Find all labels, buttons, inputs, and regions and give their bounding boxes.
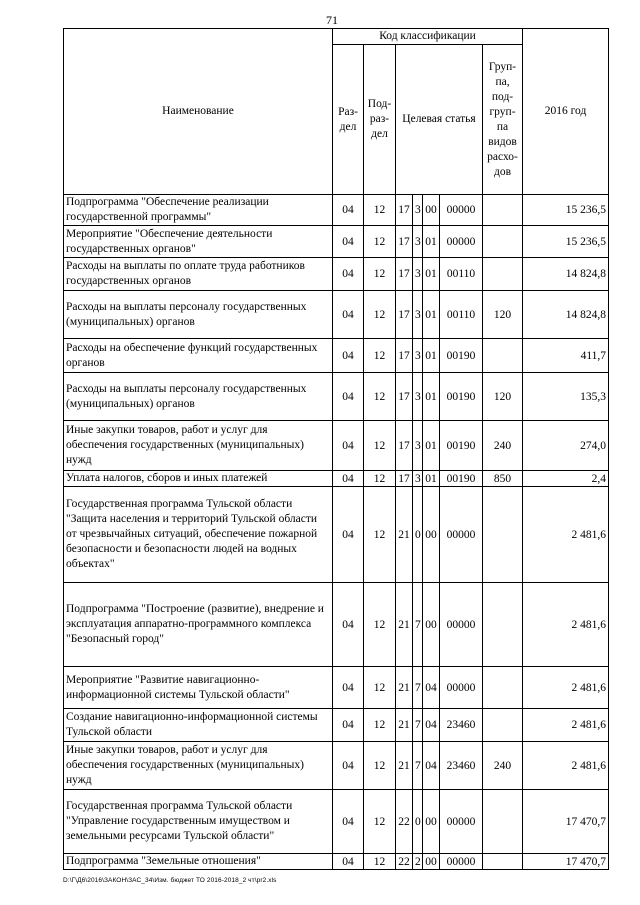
row-target-program: 21 (396, 742, 413, 790)
row-name: Расходы на обеспечение функций государственных органов (64, 339, 333, 373)
table-row (64, 291, 609, 339)
row-name: Иные закупки товаров, работ и услуг для обеспечения государственных (муниципальных) нужд (64, 742, 333, 790)
row-target-subprogram: 7 (413, 583, 423, 667)
row-target-event: 01 (423, 421, 440, 471)
row-subsection: 12 (364, 854, 396, 870)
row-target-direction: 00190 (440, 373, 483, 421)
header-target-article: Целевая статья (396, 45, 483, 195)
row-target-subprogram: 3 (413, 258, 423, 291)
row-target-program: 21 (396, 583, 413, 667)
row-expense-group: 850 (483, 471, 523, 487)
header-name: Наименование (64, 29, 333, 195)
row-amount: 14 824,8 (523, 291, 609, 339)
row-amount: 2 481,6 (523, 667, 609, 709)
row-section: 04 (333, 339, 364, 373)
row-target-direction: 00000 (440, 790, 483, 854)
table-row (64, 195, 609, 226)
row-target-event: 01 (423, 339, 440, 373)
row-subsection: 12 (364, 790, 396, 854)
row-expense-group (483, 339, 523, 373)
table-row (64, 709, 609, 742)
table-body (64, 195, 609, 870)
row-target-event: 00 (423, 854, 440, 870)
row-section: 04 (333, 487, 364, 583)
row-name: Расходы на выплаты персоналу государственных (муниципальных) органов (64, 291, 333, 339)
header-subsection: Под- раз- дел (364, 45, 396, 195)
row-target-direction: 00190 (440, 421, 483, 471)
row-target-event: 01 (423, 373, 440, 421)
row-expense-group: 240 (483, 742, 523, 790)
row-expense-group (483, 667, 523, 709)
row-subsection: 12 (364, 667, 396, 709)
row-subsection: 12 (364, 373, 396, 421)
row-target-subprogram: 3 (413, 421, 423, 471)
row-target-event: 00 (423, 195, 440, 226)
row-target-program: 17 (396, 421, 413, 471)
row-target-event: 01 (423, 258, 440, 291)
row-target-direction: 00000 (440, 667, 483, 709)
row-subsection: 12 (364, 258, 396, 291)
table-row (64, 373, 609, 421)
row-target-subprogram: 7 (413, 742, 423, 790)
budget-classification-table (63, 28, 609, 870)
row-target-direction: 00190 (440, 471, 483, 487)
row-amount: 2,4 (523, 471, 609, 487)
table-row (64, 667, 609, 709)
row-target-direction: 00000 (440, 583, 483, 667)
row-section: 04 (333, 854, 364, 870)
table-row (64, 742, 609, 790)
row-name: Мероприятие "Развитие навигационно-информационной системы Тульской области" (64, 667, 333, 709)
row-subsection: 12 (364, 421, 396, 471)
row-target-subprogram: 7 (413, 709, 423, 742)
row-section: 04 (333, 195, 364, 226)
row-amount: 15 236,5 (523, 195, 609, 226)
row-target-program: 17 (396, 226, 413, 258)
row-target-program: 22 (396, 790, 413, 854)
row-target-subprogram: 7 (413, 667, 423, 709)
row-expense-group (483, 258, 523, 291)
header-row-top (64, 29, 609, 45)
row-target-event: 00 (423, 583, 440, 667)
row-subsection: 12 (364, 709, 396, 742)
row-expense-group: 120 (483, 291, 523, 339)
row-target-event: 04 (423, 742, 440, 790)
row-amount: 15 236,5 (523, 226, 609, 258)
row-amount: 2 481,6 (523, 487, 609, 583)
row-target-program: 17 (396, 195, 413, 226)
row-name: Подпрограмма "Построение (развитие), внедрение и эксплуатация аппаратно-программного комплекса "Безопасный город" (64, 583, 333, 667)
row-target-direction: 00110 (440, 258, 483, 291)
row-section: 04 (333, 258, 364, 291)
table-row (64, 258, 609, 291)
row-section: 04 (333, 709, 364, 742)
page-number: 71 (326, 13, 338, 27)
row-amount: 2 481,6 (523, 583, 609, 667)
row-name: Государственная программа Тульской области "Управление государственным имуществом и земельными ресурсами Тульской области" (64, 790, 333, 854)
row-section: 04 (333, 667, 364, 709)
row-target-event: 01 (423, 471, 440, 487)
header-year-2016: 2016 год (523, 29, 609, 195)
row-target-program: 17 (396, 339, 413, 373)
header-section: Раз- дел (333, 45, 364, 195)
table-row (64, 854, 609, 870)
row-expense-group: 240 (483, 421, 523, 471)
row-name: Расходы на выплаты по оплате труда работников государственных органов (64, 258, 333, 291)
row-target-event: 04 (423, 667, 440, 709)
row-subsection: 12 (364, 291, 396, 339)
row-subsection: 12 (364, 339, 396, 373)
row-section: 04 (333, 790, 364, 854)
row-target-program: 17 (396, 291, 413, 339)
row-subsection: 12 (364, 471, 396, 487)
row-target-direction: 00000 (440, 854, 483, 870)
row-expense-group (483, 790, 523, 854)
row-subsection: 12 (364, 487, 396, 583)
row-amount: 14 824,8 (523, 258, 609, 291)
header-classification-code: Код классификации (333, 29, 523, 45)
row-target-event: 01 (423, 291, 440, 339)
row-expense-group (483, 226, 523, 258)
row-subsection: 12 (364, 583, 396, 667)
table-row (64, 421, 609, 471)
row-name: Мероприятие "Обеспечение деятельности государственных органов" (64, 226, 333, 258)
table-row (64, 790, 609, 854)
row-target-program: 17 (396, 258, 413, 291)
row-section: 04 (333, 291, 364, 339)
row-expense-group (483, 854, 523, 870)
row-expense-group (483, 709, 523, 742)
row-name: Подпрограмма "Обеспечение реализации государственной программы" (64, 195, 333, 226)
row-target-direction: 00000 (440, 226, 483, 258)
row-target-direction: 00000 (440, 195, 483, 226)
row-target-event: 04 (423, 709, 440, 742)
table-row (64, 487, 609, 583)
row-target-subprogram: 3 (413, 471, 423, 487)
row-target-subprogram: 3 (413, 226, 423, 258)
row-target-direction: 00110 (440, 291, 483, 339)
file-path-footer: D:\Г\Д6\2016\ЗАКОН\ЗАС_34\Изм. бюджет ТО 2016-2018_2 чт\pr2.xls (63, 877, 277, 884)
row-expense-group (483, 487, 523, 583)
row-target-event: 01 (423, 226, 440, 258)
row-name: Иные закупки товаров, работ и услуг для обеспечения государственных (муниципальных) нужд (64, 421, 333, 471)
row-section: 04 (333, 373, 364, 421)
row-target-subprogram: 0 (413, 790, 423, 854)
row-name: Государственная программа Тульской области "Защита населения и территорий Тульской области от чрезвычайных ситуаций, обеспечение пожарной безопасности и безопасности людей на водных объектах" (64, 487, 333, 583)
row-target-program: 21 (396, 667, 413, 709)
header-expense-group: Груп- па, под- груп- па видов расхо- дов (483, 45, 523, 195)
row-subsection: 12 (364, 195, 396, 226)
row-amount: 2 481,6 (523, 709, 609, 742)
row-target-direction: 00190 (440, 339, 483, 373)
row-target-subprogram: 2 (413, 854, 423, 870)
row-name: Уплата налогов, сборов и иных платежей (64, 471, 333, 487)
row-name: Расходы на выплаты персоналу государственных (муниципальных) органов (64, 373, 333, 421)
row-target-program: 21 (396, 709, 413, 742)
row-amount: 17 470,7 (523, 854, 609, 870)
row-amount: 17 470,7 (523, 790, 609, 854)
row-target-subprogram: 3 (413, 339, 423, 373)
table-row (64, 583, 609, 667)
row-target-program: 22 (396, 854, 413, 870)
row-expense-group: 120 (483, 373, 523, 421)
row-target-direction: 23460 (440, 742, 483, 790)
row-name: Подпрограмма "Земельные отношения" (64, 854, 333, 870)
row-section: 04 (333, 471, 364, 487)
row-target-direction: 23460 (440, 709, 483, 742)
table-row (64, 339, 609, 373)
row-target-subprogram: 3 (413, 195, 423, 226)
row-section: 04 (333, 226, 364, 258)
row-amount: 2 481,6 (523, 742, 609, 790)
row-target-subprogram: 3 (413, 373, 423, 421)
row-expense-group (483, 583, 523, 667)
row-amount: 274,0 (523, 421, 609, 471)
row-target-event: 00 (423, 487, 440, 583)
row-target-event: 00 (423, 790, 440, 854)
table-row (64, 226, 609, 258)
row-section: 04 (333, 742, 364, 790)
row-target-direction: 00000 (440, 487, 483, 583)
row-expense-group (483, 195, 523, 226)
row-amount: 411,7 (523, 339, 609, 373)
row-name: Создание навигационно-информационной системы Тульской области (64, 709, 333, 742)
row-target-subprogram: 0 (413, 487, 423, 583)
row-target-program: 17 (396, 373, 413, 421)
row-section: 04 (333, 421, 364, 471)
row-subsection: 12 (364, 742, 396, 790)
row-amount: 135,3 (523, 373, 609, 421)
row-section: 04 (333, 583, 364, 667)
row-target-program: 17 (396, 471, 413, 487)
row-target-program: 21 (396, 487, 413, 583)
table-row (64, 471, 609, 487)
row-subsection: 12 (364, 226, 396, 258)
row-target-subprogram: 3 (413, 291, 423, 339)
